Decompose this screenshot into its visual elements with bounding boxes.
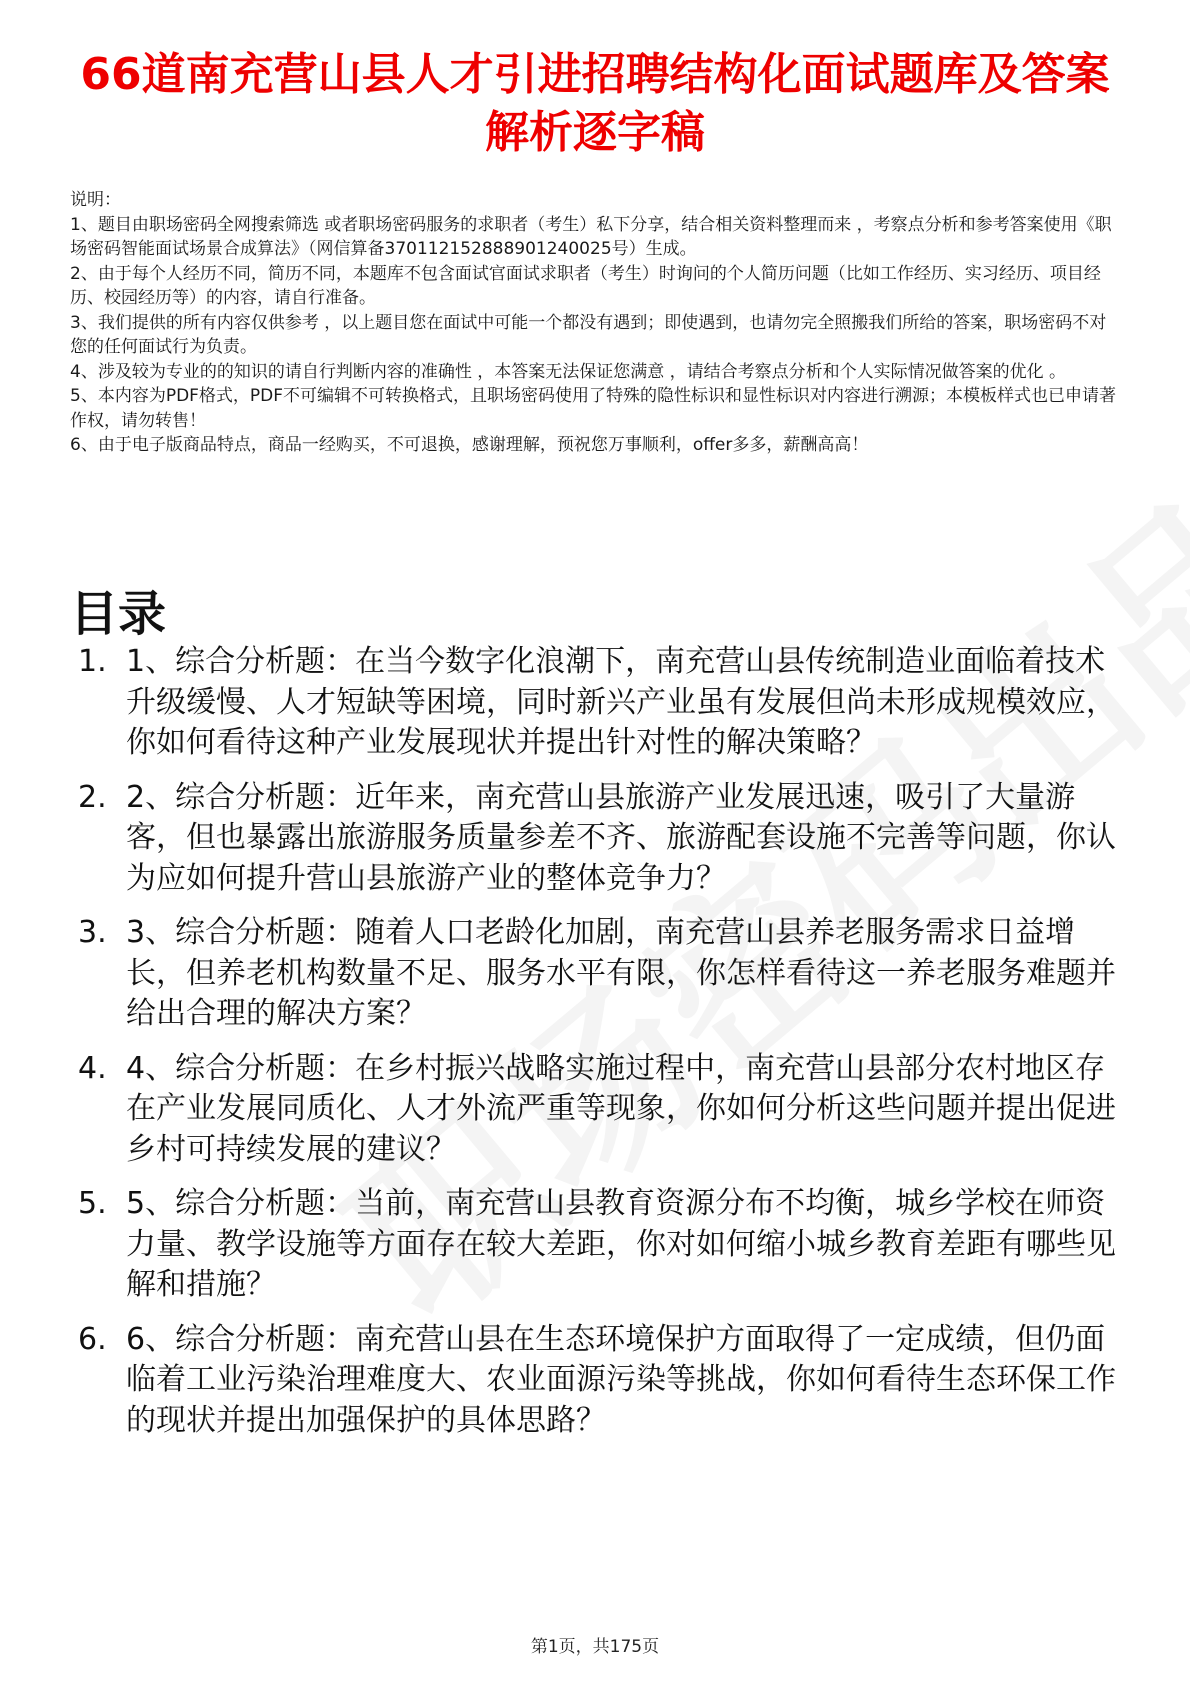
page-footer: 第1页，共175页 — [530, 1637, 660, 1657]
toc-number: 3. — [78, 915, 107, 950]
toc-number: 5. — [78, 1186, 107, 1221]
toc-item[interactable] — [70, 913, 1130, 1035]
toc-list — [70, 642, 1130, 1455]
note-item: 3、我们提供的所有内容仅供参考 ，以上题目您在面试中可能一个都没有遇到；即使遇到，也请勿完全照搬我们所给的答案，职场密码不对您的任何面试行为负责。 — [70, 312, 1107, 357]
toc-text: 2、综合分析题：近年来，南充营山县旅游产业发展迅速，吸引了大量游客，但也暴露出旅游服务质量参差不齐、旅游配套设施不完善等问题，你认为应如何提升营山县旅游产业的整体竞争力？ — [126, 779, 1116, 896]
note-item: 2、由于每个人经历不同，简历不同，本题库不包含面试官面试求职者（考生）时询问的个人简历问题（比如工作经历、实习经历、项目经历、校园经历等）的内容，请自行准备。 — [70, 263, 1101, 308]
note-item: 4、涉及较为专业的的知识的请自行判断内容的准确性 ，本答案无法保证您满意 ，请结合考察点分析和个人实际情况做答案的优化 。 — [70, 361, 1067, 382]
toc-text: 3、综合分析题：随着人口老龄化加剧，南充营山县养老服务需求日益增长，但养老机构数量不足、服务水平有限，你怎样看待这一养老服务难题并给出合理的解决方案？ — [126, 915, 1116, 1031]
note-item: 6、由于电子版商品特点，商品一经购买，不可退换，感谢理解，预祝您万事顺利，offer多多，薪酬高高！ — [70, 435, 869, 455]
toc-text: 4、综合分析题：在乡村振兴战略实施过程中，南充营山县部分农村地区存在产业发展同质化、人才外流严重等现象，你如何分析这些问题并提出促进乡村可持续发展的建议？ — [126, 1050, 1116, 1167]
notes-heading: 说明： — [70, 190, 121, 210]
toc-text: 5、综合分析题：当前，南充营山县教育资源分布不均衡，城乡学校在师资力量、教学设施等方面存在较大差距，你对如何缩小城乡教育差距有哪些见解和措施？ — [126, 1186, 1116, 1302]
note-item: 1、题目由职场密码全网搜索筛选 或者职场密码服务的求职者（考生）私下分享，结合相关资料整理而来 ，考察点分析和参考答案使用《职场密码智能面试场景合成算法》（网信算备370112152888901240025号）生成。 — [70, 214, 1112, 259]
note-item: 5、本内容为PDF格式，PDF不可编辑不可转换格式，且职场密码使用了特殊的隐性标识和显性标识对内容进行溯源；本模板样式也已申请著作权，请勿转售！ — [70, 386, 1117, 431]
toc-number: 6. — [78, 1321, 107, 1357]
notes-block — [70, 188, 1120, 458]
document-title: 66道南充营山县人才引进招聘结构化面试题库及答案解析逐字稿 — [80, 49, 1110, 158]
toc-number: 1. — [78, 644, 107, 679]
toc-item[interactable] — [70, 1184, 1130, 1306]
toc-text: 6、综合分析题：南充营山县在生态环境保护方面取得了一定成绩，但仍面临着工业污染治理难度大、农业面源污染等挑战，你如何看待生态环保工作的现状并提出加强保护的具体思路？ — [126, 1321, 1116, 1438]
toc-item[interactable] — [70, 778, 1130, 900]
toc-item[interactable] — [70, 1049, 1130, 1171]
toc-heading: 目录 — [70, 586, 167, 642]
toc-number: 4. — [78, 1050, 107, 1086]
toc-text: 1、综合分析题：在当今数字化浪潮下，南充营山县传统制造业面临着技术升级缓慢、人才短缺等困境，同时新兴产业虽有发展但尚未形成规模效应，你如何看待这种产业发展现状并提出针对性的解决策略？ — [126, 644, 1116, 760]
toc-item[interactable] — [70, 1320, 1130, 1442]
toc-item[interactable] — [70, 642, 1130, 764]
toc-number: 2. — [78, 779, 107, 815]
